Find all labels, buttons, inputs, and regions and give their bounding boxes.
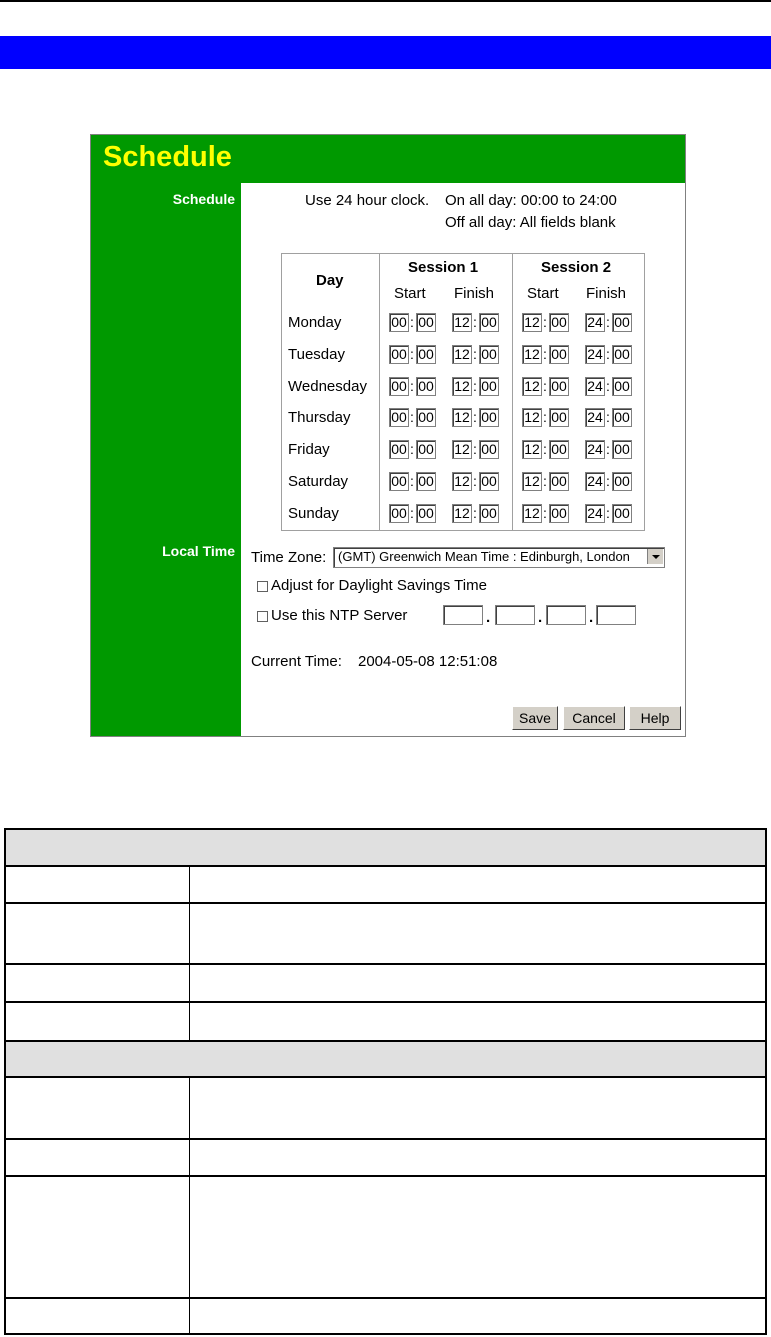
table-rule	[4, 902, 767, 904]
time-colon: :	[473, 473, 477, 489]
time-colon: :	[543, 378, 547, 394]
ip-dot: .	[538, 609, 543, 626]
daylight-checkbox[interactable]	[257, 581, 268, 592]
minute-input[interactable]: 00	[416, 504, 436, 523]
time-zone-select[interactable]	[333, 547, 665, 568]
ntp-octet-4[interactable]	[596, 605, 636, 625]
hour-input[interactable]: 24	[585, 504, 605, 523]
table-rule	[4, 1297, 767, 1299]
minute-input[interactable]: 00	[612, 440, 632, 459]
minute-input[interactable]: 00	[416, 345, 436, 364]
time-colon: :	[410, 409, 414, 425]
time-colon: :	[543, 314, 547, 330]
table-rule	[4, 963, 767, 965]
ntp-octet-2[interactable]	[495, 605, 535, 625]
time-colon: :	[543, 473, 547, 489]
hour-input[interactable]: 12	[452, 440, 472, 459]
minute-input[interactable]: 00	[612, 504, 632, 523]
day-label: Monday	[288, 314, 342, 331]
minute-input[interactable]: 00	[549, 345, 569, 364]
side-label-column	[91, 183, 241, 736]
hour-input[interactable]: 12	[522, 313, 542, 332]
day-label: Friday	[288, 441, 330, 458]
hour-input[interactable]: 12	[522, 345, 542, 364]
column-divider	[512, 254, 513, 530]
time-colon: :	[410, 378, 414, 394]
current-time-label: Current Time:	[251, 653, 342, 670]
hour-input[interactable]: 00	[389, 377, 409, 396]
time-colon: :	[473, 409, 477, 425]
s1-start-header: Start	[394, 285, 426, 302]
day-header: Day	[316, 272, 344, 289]
day-label: Sunday	[288, 505, 339, 522]
hour-input[interactable]: 24	[585, 377, 605, 396]
schedule-screen	[90, 134, 686, 737]
time-colon: :	[410, 314, 414, 330]
time-colon: :	[543, 441, 547, 457]
hour-input[interactable]: 12	[522, 504, 542, 523]
time-colon: :	[606, 314, 610, 330]
ip-dot: .	[486, 609, 491, 626]
panel-header	[91, 135, 685, 183]
time-colon: :	[543, 346, 547, 362]
hour-input[interactable]: 12	[452, 472, 472, 491]
day-label: Tuesday	[288, 346, 345, 363]
time-colon: :	[410, 441, 414, 457]
ntp-octet-3[interactable]	[546, 605, 586, 625]
hour-input[interactable]: 00	[389, 440, 409, 459]
minute-input[interactable]: 00	[479, 345, 499, 364]
chevron-down-icon[interactable]	[647, 549, 663, 564]
hour-input[interactable]: 24	[585, 313, 605, 332]
section-banner	[0, 36, 771, 69]
page-title: Schedule	[103, 141, 232, 173]
time-colon: :	[410, 505, 414, 521]
minute-input[interactable]: 00	[549, 504, 569, 523]
time-colon: :	[606, 505, 610, 521]
minute-input[interactable]: 00	[549, 408, 569, 427]
hour-input[interactable]: 00	[389, 408, 409, 427]
time-colon: :	[410, 346, 414, 362]
cancel-button[interactable]: Cancel	[563, 706, 625, 730]
hour-input[interactable]: 00	[389, 345, 409, 364]
session2-header: Session 2	[541, 259, 612, 276]
minute-input[interactable]: 00	[479, 408, 499, 427]
table-column-divider	[189, 865, 190, 1041]
hour-input[interactable]: 12	[452, 313, 472, 332]
table-border	[765, 828, 767, 1335]
hour-input[interactable]: 12	[452, 504, 472, 523]
minute-input[interactable]: 00	[549, 472, 569, 491]
s2-start-header: Start	[527, 285, 559, 302]
table-column-divider	[189, 1076, 190, 1335]
side-label-schedule: Schedule	[172, 191, 235, 207]
s1-finish-header: Finish	[454, 285, 495, 302]
table-rule	[4, 1076, 767, 1078]
time-zone-label: Time Zone:	[251, 549, 327, 566]
time-colon: :	[606, 346, 610, 362]
ntp-octet-1[interactable]	[443, 605, 483, 625]
table-section-header	[4, 1040, 767, 1078]
time-colon: :	[543, 505, 547, 521]
hour-input[interactable]: 12	[522, 377, 542, 396]
day-label: Wednesday	[288, 378, 367, 395]
hour-input[interactable]: 12	[452, 408, 472, 427]
hour-input[interactable]: 12	[522, 440, 542, 459]
hour-input[interactable]: 12	[452, 345, 472, 364]
minute-input[interactable]: 00	[612, 377, 632, 396]
minute-input[interactable]: 00	[612, 345, 632, 364]
top-rule	[0, 0, 771, 2]
ntp-label: Use this NTP Server	[271, 607, 408, 624]
table-rule	[4, 1175, 767, 1177]
minute-input[interactable]: 00	[416, 408, 436, 427]
minute-input[interactable]: 00	[549, 440, 569, 459]
time-colon: :	[606, 473, 610, 489]
minute-input[interactable]: 00	[416, 472, 436, 491]
on-all-day-note: On all day: 00:00 to 24:00	[445, 192, 617, 209]
table-rule	[4, 828, 767, 830]
time-colon: :	[606, 378, 610, 394]
hour-input[interactable]: 24	[585, 408, 605, 427]
time-colon: :	[473, 314, 477, 330]
time-colon: :	[606, 441, 610, 457]
minute-input[interactable]: 00	[612, 408, 632, 427]
table-section-header	[4, 828, 767, 866]
side-label-local-time: Local Time	[162, 543, 235, 559]
minute-input[interactable]: 00	[479, 313, 499, 332]
hour-input[interactable]: 24	[585, 345, 605, 364]
off-all-day-note: Off all day: All fields blank	[445, 214, 616, 231]
table-rule	[4, 1333, 767, 1335]
minute-input[interactable]: 00	[479, 504, 499, 523]
current-time-value: 2004-05-08 12:51:08	[358, 653, 498, 670]
help-button[interactable]: Help	[629, 706, 681, 730]
column-divider	[379, 254, 380, 530]
ntp-checkbox[interactable]	[257, 611, 268, 622]
minute-input[interactable]: 00	[416, 377, 436, 396]
time-colon: :	[606, 409, 610, 425]
schedule-table	[281, 253, 645, 531]
table-rule	[4, 865, 767, 867]
table-rule	[4, 1138, 767, 1140]
time-colon: :	[473, 441, 477, 457]
time-colon: :	[473, 346, 477, 362]
minute-input[interactable]: 00	[612, 472, 632, 491]
time-colon: :	[473, 505, 477, 521]
save-button[interactable]: Save	[512, 706, 558, 730]
hour-input[interactable]: 12	[522, 408, 542, 427]
day-label: Saturday	[288, 473, 349, 490]
daylight-label: Adjust for Daylight Savings Time	[271, 577, 487, 594]
hour-input[interactable]: 12	[522, 472, 542, 491]
hour-input[interactable]: 12	[452, 377, 472, 396]
time-colon: :	[410, 473, 414, 489]
hour-input[interactable]: 24	[585, 472, 605, 491]
ip-dot: .	[589, 609, 594, 626]
minute-input[interactable]: 00	[549, 313, 569, 332]
hour-input[interactable]: 00	[389, 313, 409, 332]
minute-input[interactable]: 00	[479, 440, 499, 459]
time-colon: :	[473, 378, 477, 394]
table-rule	[4, 1040, 767, 1042]
minute-input[interactable]: 00	[416, 313, 436, 332]
description-table	[4, 828, 767, 1335]
hour-input[interactable]: 00	[389, 504, 409, 523]
time-zone-value: (GMT) Greenwich Mean Time : Edinburgh, London	[338, 549, 630, 564]
clock-note: Use 24 hour clock.	[305, 192, 430, 209]
minute-input[interactable]: 00	[416, 440, 436, 459]
hour-input[interactable]: 24	[585, 440, 605, 459]
minute-input[interactable]: 00	[479, 377, 499, 396]
hour-input[interactable]: 00	[389, 472, 409, 491]
s2-finish-header: Finish	[586, 285, 627, 302]
time-colon: :	[543, 409, 547, 425]
minute-input[interactable]: 00	[549, 377, 569, 396]
session1-header: Session 1	[408, 259, 479, 276]
minute-input[interactable]: 00	[479, 472, 499, 491]
day-label: Thursday	[288, 409, 351, 426]
table-rule	[4, 1001, 767, 1003]
table-border	[4, 828, 6, 1335]
minute-input[interactable]: 00	[612, 313, 632, 332]
